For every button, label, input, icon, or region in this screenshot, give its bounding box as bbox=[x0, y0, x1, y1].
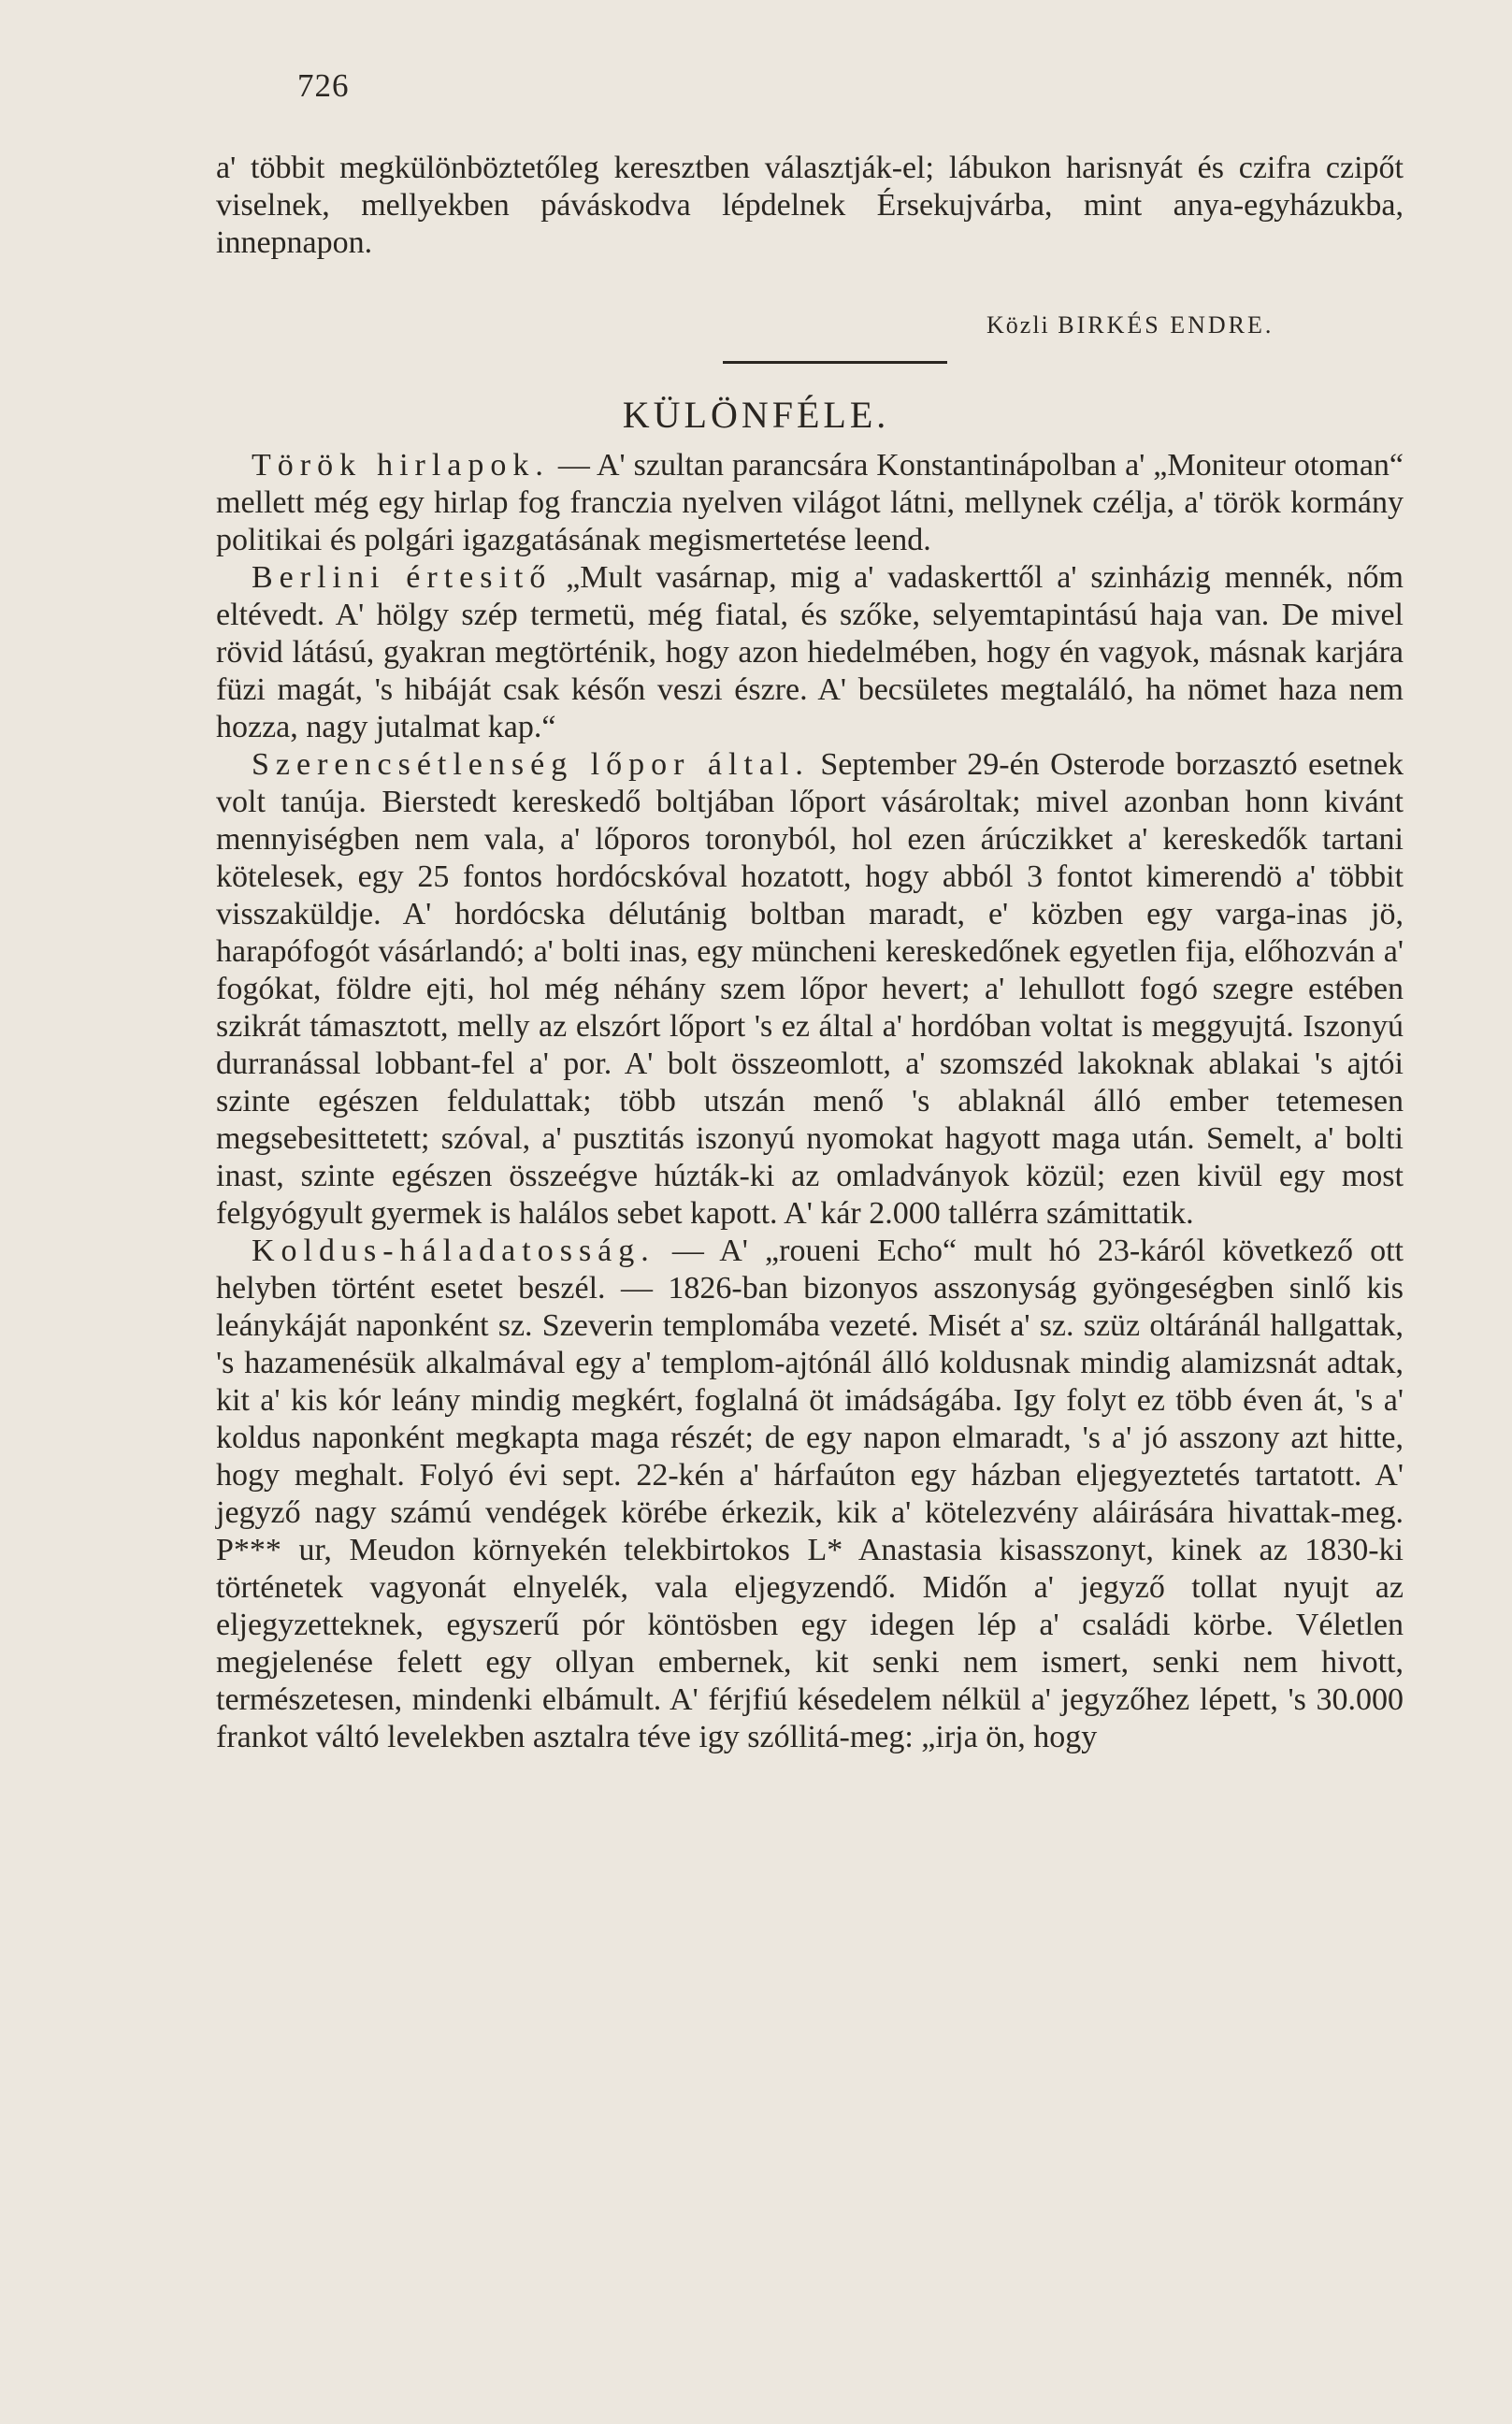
article-title: Berlini értesitő bbox=[252, 560, 553, 595]
article-title: Török hirlapok. bbox=[252, 448, 550, 483]
article-koldus-haladatossag bbox=[216, 1233, 1404, 1756]
credit-prefix: Közli bbox=[986, 311, 1050, 339]
article-title: Koldus-háladatosság. bbox=[252, 1234, 655, 1268]
article-body: — A' szultan parancsára Konstantinápolban a' „Moniteur otoman“ mellett még egy hirlap fog franczia nyelven világot látni, mellynek czélja, a' török kormány politikai és polgári igazgatásának megismertetése leend. bbox=[216, 448, 1404, 557]
article-torok-hirlapok bbox=[216, 447, 1404, 559]
article-szerencsetlenseg bbox=[216, 746, 1404, 1233]
intro-paragraph-block bbox=[216, 150, 1404, 262]
article-body: „Mult vasárnap, mig a' vadaskerttől a' szinházig mennék, nőm eltévedt. A' hölgy szép termetü, még fiatal, és szőke, selyemtapintású haja van. De mivel rövid látású, gyakran megtörténik, hogy azon hiedelmében, hogy én vagyok, másnak karjára füzi magát, 's hibáját csak későn veszi észre. A' becsületes megtaláló, ha nömet haza nem hozza, nagy jutalmat kap.“ bbox=[216, 560, 1404, 744]
article-body: — A' „roueni Echo“ mult hó 23-káról következő ott helyben történt esetet beszél. — 1826-ban bizonyos asszonyság gyöngeségben sinlő kis leánykáját naponként sz. Szeverin templomába vezeté. Misét a' sz. szüz oltáránál hallgattak, 's hazamenésük alkalmával egy a' templom-ajtónál álló koldusnak mindig alamizsnát adtak, kit a' kis kór leány mindig megkért, foglalná öt imádságába. Igy folyt ez több éven át, 's a' koldus naponként megkapta maga részét; de egy napon elmaradt, 's a' jó asszony azt hitte, hogy meghalt. Folyó évi sept. 22-kén a' hárfaúton egy házban eljegyeztetés tartatott. A' jegyző nagy számú vendégek körébe érkezik, kik a' kötelezvény aláirására hivattak-meg. P*** ur, Meudon környekén telekbirtokos L* Anastasia kisasszonyt, kinek az 1830-ki történetek vagyonát elnyelék, vala eljegyzendő. Midőn a' jegyző tollat nyujt az eljegyzetteknek, egyszerű pór köntösben egy idegen lép a' családi körbe. Véletlen megjelenése felett egy ollyan embernek, kit senki nem ismert, senki nem hivott, természetesen, mindenki elbámult. A' férjfiú késedelem nélkül a' jegyzőhez lépett, 's 30.000 frankot váltó levelekben asztalra téve igy szóllitá-meg: „irja ön, hogy bbox=[216, 1234, 1404, 1754]
credit-author: BIRKÉS ENDRE. bbox=[1058, 311, 1274, 339]
page-number: 726 bbox=[297, 67, 350, 104]
article-body: September 29-én Osterode borzasztó esetnek volt tanúja. Bierstedt kereskedő boltjában lőport vásároltak; mivel azonban honn kivánt mennyiségben nem vala, a' lőporos toronyból, hol ezen árúczikket a' kereskedők tartani kötelesek, egy 25 fontos hordócskóval hozatott, hogy abból 3 fontot kimerendö a' többit visszaküldje. A' hordócska délutánig boltban maradt, e' közben egy varga-inas jö, harapófogót vásárlandó; a' bolti inas, egy müncheni kereskedőnek egyetlen fija, előhozván a' fogókat, földre ejti, hol még néhány szem lőpor hevert; a' lehullott fogó szegre estében szikrát támasztott, melly az elszórt lőport 's ez által a' hordóban voltat is meggyujtá. Iszonyú durranással lobbant-fel a' por. A' bolt összeomlott, a' szomszéd lakoknak ablakai 's ajtói szinte egészen feldulattak; több utszán menő 's ablaknál álló ember tetemesen megsebesittetett; szóval, a' pusztitás iszonyú nyomokat hagyott maga után. Semelt, a' bolti inast, szinte egészen összeégve húzták-ki az omladványok közül; ezen kivül egy most felgyógyult gyermek is halálos sebet kapott. A' kár 2.000 tallérra számittatik. bbox=[216, 747, 1404, 1231]
separator-rule bbox=[723, 361, 947, 364]
articles-block bbox=[216, 447, 1404, 1756]
article-title: Szerencsétlenség lőpor által. bbox=[252, 747, 810, 782]
intro-paragraph: a' többit megkülönböztetőleg keresztben választják-el; lábukon harisnyát és czifra czipőt viselnek, mellyekben páváskodva lépdelnek Érsekujvárba, mint anya-egyházukba, innepnapon. bbox=[216, 151, 1404, 260]
author-credit bbox=[986, 311, 1274, 339]
section-title: KÜLÖNFÉLE. bbox=[622, 394, 890, 436]
article-berlini-ertesito bbox=[216, 559, 1404, 746]
